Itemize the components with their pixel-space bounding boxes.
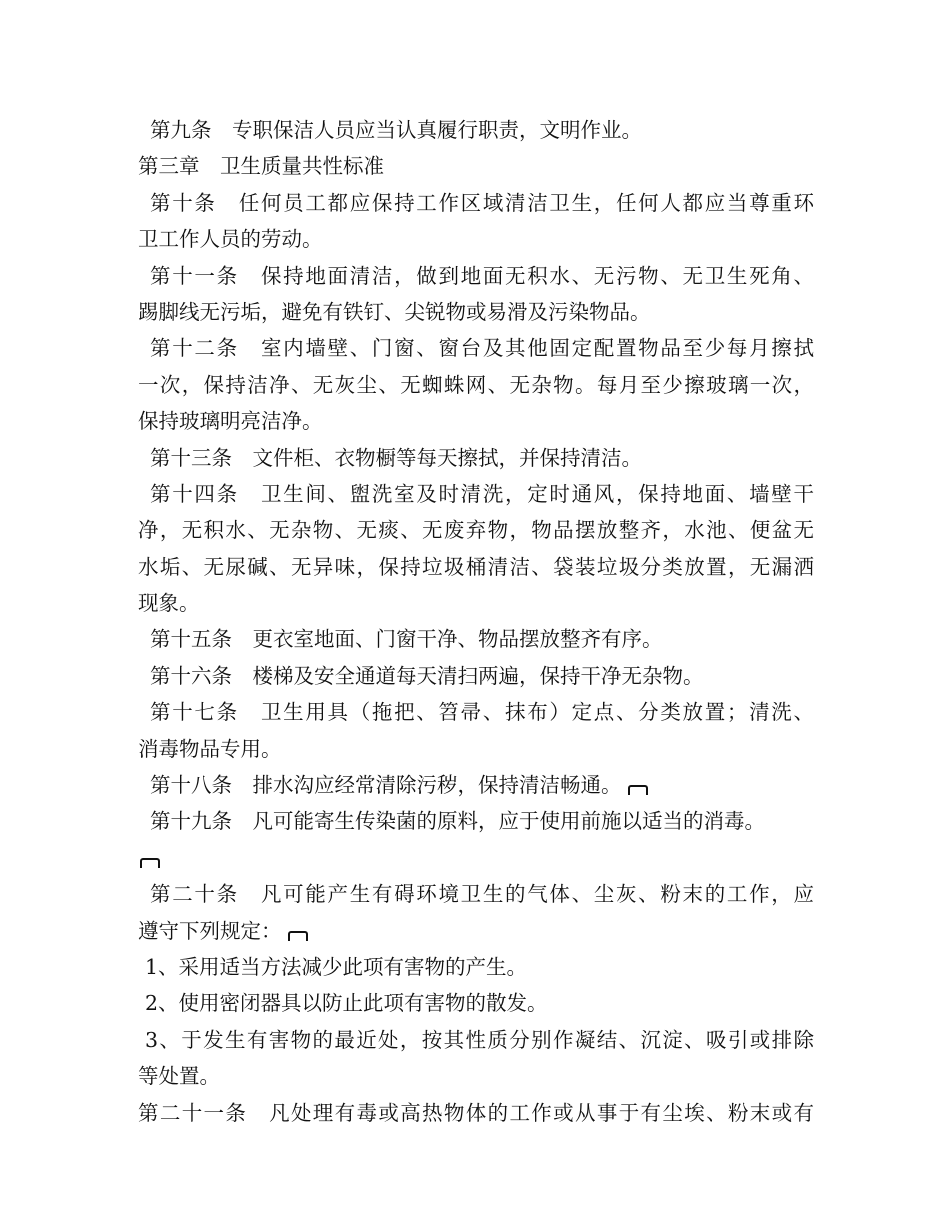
article-20-line-2 [138,913,814,949]
article-20-line-1: 第二十条 凡可能产生有碍环境卫生的气体、尘灰、粉末的工作，应 [150,882,814,907]
rule-item-2: 2、使用密闭器具以防止此项有害物的散发。 [145,991,548,1016]
chapter-3-heading: 第三章 卫生质量共性标准 [138,154,384,179]
article-9: 第九条 专职保洁人员应当认真履行职责，文明作业。 [150,118,642,142]
rule-item-3-line-2: 等处置。 [138,1064,220,1089]
article-11-line-1: 第十一条 保持地面清洁，做到地面无积水、无污物、无卫生死角、 [150,263,814,288]
article-17-line-2: 消毒物品专用。 [138,736,282,761]
article-11-line-2: 踢脚线无污垢，避免有铁钉、尖锐物或易滑及污染物品。 [138,299,651,324]
article-19: 第十九条 凡可能寄生传染菌的原料，应于使用前施以适当的消毒。 [150,809,765,834]
article-13: 第十三条 文件柜、衣物橱等每天擦拭，并保持清洁。 [150,445,642,470]
article-19-mark-line [138,840,814,876]
article-12-line-3: 保持玻璃明亮洁净。 [138,409,323,434]
rule-item-1: 1、采用适当方法减少此项有害物的产生。 [145,954,528,979]
article-10-line-2: 卫工作人员的劳动。 [138,227,323,252]
article-15: 第十五条 更衣室地面、门窗干净、物品摆放整齐有序。 [150,627,663,652]
article-21-line-1: 第二十一条 凡处理有毒或高热物体的工作或从事于有尘埃、粉末或有 [138,1100,814,1125]
article-14-line-1: 第十四条 卫生间、盥洗室及时清洗，定时通风，保持地面、墙壁干 [150,481,814,506]
article-12-line-1: 第十二条 室内墙壁、门窗、窗台及其他固定配置物品至少每月擦拭 [150,336,814,361]
article-18-text: 第十八条 排水沟应经常清除污秽，保持清洁畅通。 [150,773,622,798]
article-14-line-4: 现象。 [138,591,200,616]
rule-item-3-line-1: 3、于发生有害物的最近处，按其性质分别作凝结、沉淀、吸引或排除 [145,1027,814,1052]
anchor-mark-icon [288,931,308,941]
article-12-line-2: 一次，保持洁净、无灰尘、无蜘蛛网、无杂物。每月至少擦玻璃一次， [138,372,814,397]
article-20-line-2-text: 遵守下列规定： [138,918,282,943]
anchor-mark-icon [628,785,648,795]
article-10-line-1: 第十条 任何员工都应保持工作区域清洁卫生，任何人都应当尊重环 [150,190,814,215]
document-page [138,112,814,1131]
article-16: 第十六条 楼梯及安全通道每天清扫两遍，保持干净无杂物。 [150,663,704,688]
article-17-line-1: 第十七条 卫生用具（拖把、笤帚、抹布）定点、分类放置；清洗、 [150,700,814,725]
article-14-line-3: 水垢、无尿碱、无异味，保持垃圾桶清洁、袋装垃圾分类放置，无漏洒 [138,554,814,579]
article-18 [138,767,814,803]
anchor-mark-icon [140,858,160,868]
article-14-line-2: 净，无积水、无杂物、无痰、无废弃物，物品摆放整齐，水池、便盆无 [138,518,814,543]
